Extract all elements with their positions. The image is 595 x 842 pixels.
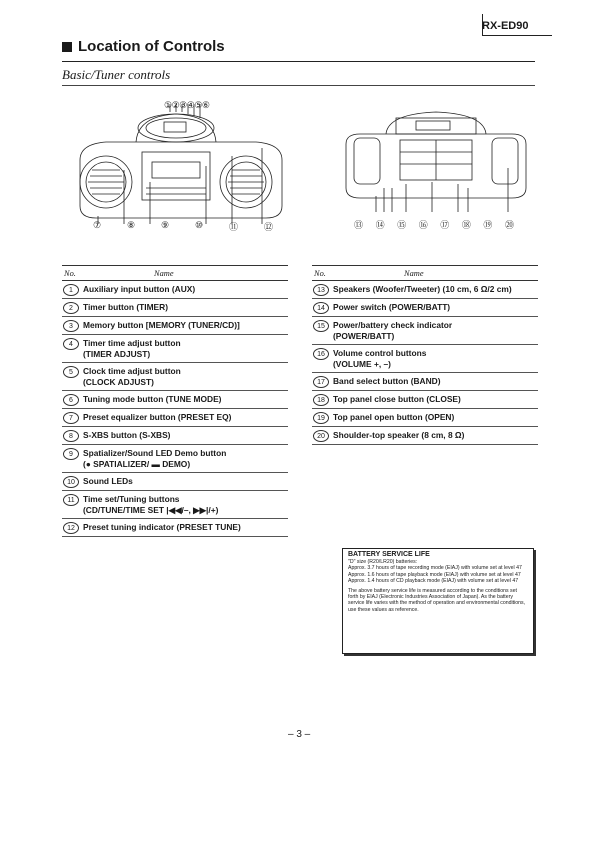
item-name-line: Speakers (Woofer/Tweeter) (10 cm, 6 Ω/2 cm)	[333, 284, 512, 294]
table-row	[62, 445, 288, 473]
item-name	[333, 284, 512, 294]
item-name	[83, 430, 170, 440]
item-number: 8	[63, 430, 79, 442]
item-name-line: Preset equalizer button (PRESET EQ)	[83, 412, 232, 422]
callout-2: ②	[171, 100, 180, 110]
item-number: 20	[313, 430, 329, 442]
column-name: Name	[404, 268, 424, 278]
item-number: 5	[63, 366, 79, 378]
item-name-line: Spatializer/Sound LED Demo button	[83, 448, 227, 458]
table-row	[312, 317, 538, 345]
item-number: 3	[63, 320, 79, 332]
table-row	[62, 281, 288, 299]
item-name-line: Memory button [MEMORY (TUNER/CD)]	[83, 320, 240, 330]
item-number: 1	[63, 284, 79, 296]
item-name	[83, 522, 241, 532]
item-name-line: Power/battery check indicator	[333, 320, 453, 330]
item-name-line: (CLOCK ADJUST)	[83, 377, 154, 387]
table-header	[312, 265, 538, 281]
item-name	[83, 302, 168, 312]
square-bullet-icon	[62, 42, 72, 52]
item-name-line: Top panel close button (CLOSE)	[333, 394, 461, 404]
item-name	[333, 320, 452, 342]
item-number: 16	[313, 348, 329, 360]
item-name-line: S-XBS button (S-XBS)	[83, 430, 171, 440]
callout-9: ⑨	[161, 220, 170, 230]
callout-14: ⑭	[375, 220, 385, 230]
callout-10: ⑩	[195, 220, 204, 230]
callout-1: ①	[164, 100, 172, 110]
item-name-line: Band select button (BAND)	[333, 376, 441, 386]
table-row	[62, 409, 288, 427]
section-subtitle: Basic/Tuner controls	[62, 67, 171, 82]
callout-12: ⑫	[263, 222, 273, 232]
table-row	[312, 281, 538, 299]
item-name-line: Shoulder-top speaker (8 cm, 8 Ω)	[333, 430, 465, 440]
callouts-bottom-right	[354, 218, 514, 231]
item-name	[83, 448, 226, 470]
item-name-line: Clock time adjust button	[83, 366, 181, 376]
item-name	[83, 494, 218, 516]
table-row	[62, 519, 288, 537]
item-number: 13	[313, 284, 329, 296]
item-name	[83, 284, 195, 294]
item-number: 18	[313, 394, 329, 406]
callout-20: ⑳	[504, 220, 514, 230]
title-rule	[62, 61, 535, 62]
column-name: Name	[154, 268, 174, 278]
table-row	[62, 427, 288, 445]
table-row	[312, 427, 538, 445]
callout-8: ⑧	[127, 220, 136, 230]
item-name	[333, 348, 426, 370]
item-name-line: Power switch (POWER/BATT)	[333, 302, 451, 312]
item-name	[83, 476, 133, 486]
item-number: 6	[63, 394, 79, 406]
callout-4: ④	[186, 100, 195, 110]
table-row	[312, 373, 538, 391]
callouts-bottom-left	[93, 220, 273, 233]
item-number: 7	[63, 412, 79, 424]
page-number: – 3 –	[288, 729, 311, 740]
table-row	[62, 299, 288, 317]
item-name	[333, 430, 464, 440]
controls-table-left	[62, 265, 288, 537]
page-title	[62, 38, 225, 55]
table-row	[62, 473, 288, 491]
item-number: 9	[63, 448, 79, 460]
battery-line: Approx. 3.7 hours of tape recording mode (EIAJ) with volume set at level 47	[348, 565, 522, 572]
table-row	[312, 391, 538, 409]
callout-17: ⑰	[440, 220, 450, 230]
item-number: 11	[63, 494, 79, 506]
battery-title: BATTERY SERVICE LIFE	[348, 551, 430, 558]
item-name-line: Timer time adjust button	[83, 338, 181, 348]
item-number: 12	[63, 522, 79, 534]
table-row	[62, 363, 288, 391]
item-name	[333, 412, 454, 422]
battery-service-life-box	[342, 548, 534, 654]
page-title-text: Location of Controls	[78, 38, 225, 55]
item-number: 17	[313, 376, 329, 388]
item-name-line: Volume control buttons	[333, 348, 427, 358]
table-row	[312, 409, 538, 427]
callout-11: ⑪	[229, 222, 239, 232]
item-name	[83, 338, 181, 360]
table-row	[62, 335, 288, 363]
item-name	[83, 320, 240, 330]
controls-table-right	[312, 265, 538, 445]
item-name	[83, 366, 181, 388]
item-number: 2	[63, 302, 79, 314]
model-number: RX-ED90	[482, 20, 529, 32]
top-view-illustration	[336, 108, 536, 218]
callout-5: ⑤	[194, 100, 202, 110]
table-row	[62, 391, 288, 409]
item-name-line: (TIMER ADJUST)	[83, 349, 151, 359]
item-name-line: Time set/Tuning buttons	[83, 494, 180, 504]
item-name	[83, 412, 231, 422]
subtitle-rule	[62, 85, 535, 86]
callout-7: ⑦	[93, 220, 102, 230]
battery-line: Approx. 1.6 hours of tape playback mode (EIAJ) with volume set at level 47	[348, 571, 521, 578]
item-name-line: Timer button (TIMER)	[83, 302, 168, 312]
item-name-line: Auxiliary input button (AUX)	[83, 284, 196, 294]
callout-13: ⑬	[354, 220, 364, 230]
table-row	[312, 345, 538, 373]
callout-19: ⑲	[483, 220, 493, 230]
callout-16: ⑯	[418, 220, 428, 230]
item-name-line: (VOLUME +, –)	[333, 359, 391, 369]
item-number: 19	[313, 412, 329, 424]
battery-line: "D" size (R20/LR20) batteries:	[348, 559, 418, 566]
item-name-line: Preset tuning indicator (PRESET TUNE)	[83, 522, 241, 532]
callout-15: ⑮	[397, 220, 407, 230]
table-row	[312, 299, 538, 317]
item-name-line: (POWER/BATT)	[333, 331, 395, 341]
callout-18: ⑱	[461, 220, 471, 230]
callout-6: ⑥	[201, 100, 210, 110]
column-no: No.	[64, 268, 76, 278]
callout-3: ③	[179, 100, 187, 110]
item-name	[333, 376, 440, 386]
item-name	[333, 302, 450, 312]
item-number: 10	[63, 476, 79, 488]
item-name-line: (CD/TUNE/TIME SET |◀◀/–, ▶▶|/+)	[83, 505, 219, 515]
item-name-line: Top panel open button (OPEN)	[333, 412, 455, 422]
item-name-line: Tuning mode button (TUNE MODE)	[83, 394, 222, 404]
column-no: No.	[314, 268, 326, 278]
item-name	[333, 394, 461, 404]
item-number: 14	[313, 302, 329, 314]
item-name-line: (● SPATIALIZER/ ▬ DEMO)	[83, 459, 191, 469]
item-number: 4	[63, 338, 79, 350]
table-row	[62, 491, 288, 519]
battery-line: Approx. 1.4 hours of CD playback mode (EIAJ) with volume set at level 47	[348, 577, 519, 584]
battery-note: The above battery service life is measured according to the conditions set forth by EIAJ (Electronic Industries Association of Japan). As the battery service life varies with the method of operation and environmental conditions, use these values as reference.	[348, 588, 526, 613]
table-row	[62, 317, 288, 335]
callouts-top-left	[164, 100, 209, 111]
header-rule-horizontal	[482, 35, 552, 36]
table-header	[62, 265, 288, 281]
item-name	[83, 394, 221, 404]
item-name-line: Sound LEDs	[83, 476, 133, 486]
item-number: 15	[313, 320, 329, 332]
